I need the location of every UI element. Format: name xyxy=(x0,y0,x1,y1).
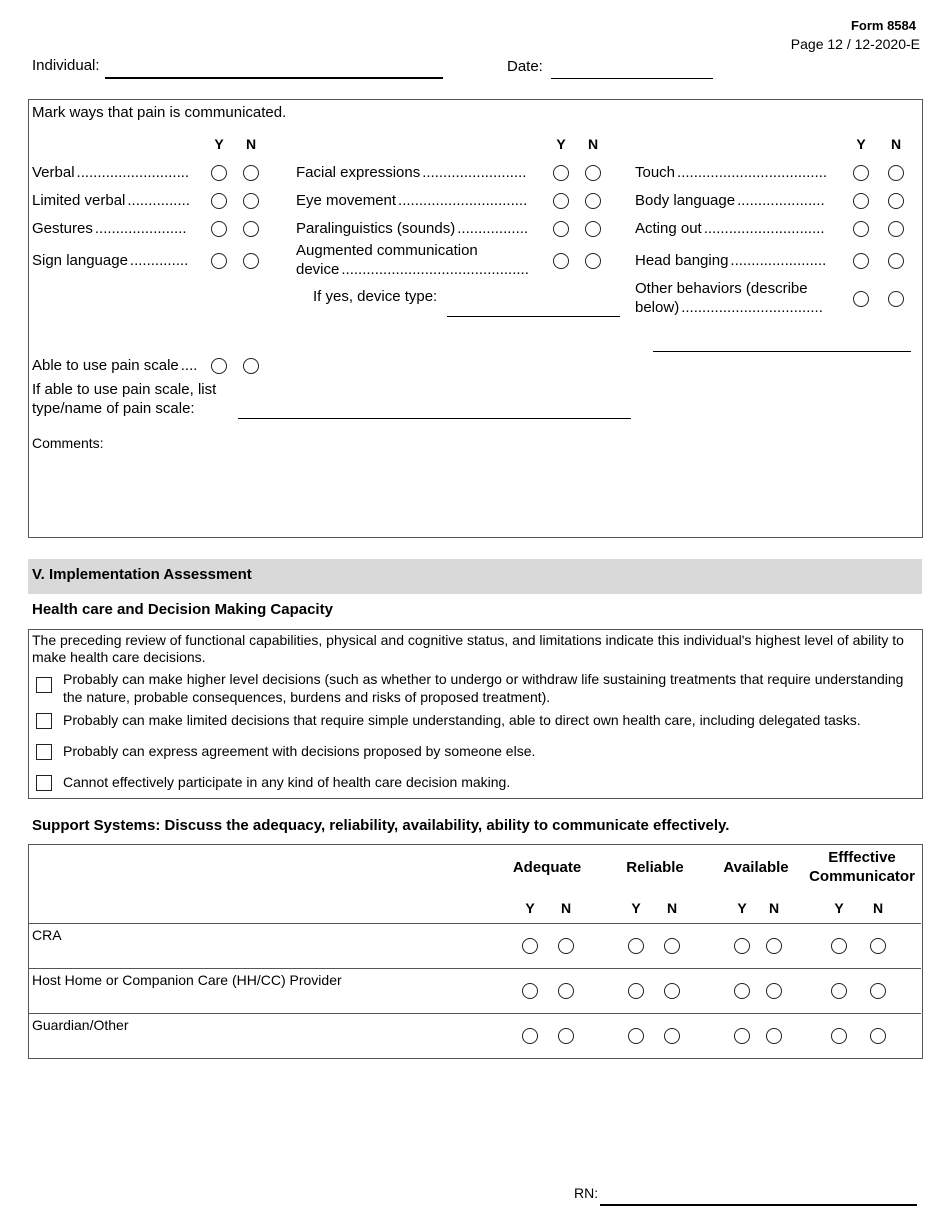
date-field[interactable] xyxy=(551,78,713,79)
pain-no-radio[interactable] xyxy=(585,193,601,209)
pain-yes-radio[interactable] xyxy=(211,253,227,269)
pain-item-row xyxy=(32,164,192,182)
pain-yes-radio[interactable] xyxy=(211,165,227,181)
pain-yes-radio[interactable] xyxy=(553,193,569,209)
support-yes-radio[interactable] xyxy=(831,1028,847,1044)
pain-item-row xyxy=(32,252,192,270)
decision-option-checkbox[interactable] xyxy=(36,775,52,791)
table-column-header-2: Communicator xyxy=(809,868,915,885)
dot-leader: .................................. xyxy=(681,299,823,316)
pain-scale-yes-radio[interactable] xyxy=(211,358,227,374)
dot-leader: ............................. xyxy=(703,220,825,237)
pain-item-row xyxy=(296,220,532,238)
support-no-radio[interactable] xyxy=(870,938,886,954)
pain-item-row xyxy=(635,252,830,270)
yes-column-header: Y xyxy=(737,900,747,916)
other-behaviors-no-radio[interactable] xyxy=(888,291,904,307)
pain-item-label: Head banging xyxy=(635,252,729,269)
table-row-divider xyxy=(28,968,921,969)
pain-item-row xyxy=(296,261,532,279)
decision-option-label: Probably can make higher level decisions (such as whether to undergo or withdraw life sustaining treatments that require understanding xyxy=(63,671,904,687)
other-behaviors-label-2: below) xyxy=(635,299,680,316)
table-row-divider xyxy=(28,1013,921,1014)
support-no-radio[interactable] xyxy=(558,983,574,999)
pain-yes-radio[interactable] xyxy=(853,221,869,237)
pain-item-row xyxy=(635,164,830,182)
support-no-radio[interactable] xyxy=(664,983,680,999)
device-type-field[interactable] xyxy=(447,316,620,317)
support-no-radio[interactable] xyxy=(766,1028,782,1044)
pain-item-label: Sign language xyxy=(32,252,128,269)
support-no-radio[interactable] xyxy=(870,983,886,999)
pain-item-row xyxy=(635,192,830,210)
pain-yes-radio[interactable] xyxy=(853,193,869,209)
no-column-header: N xyxy=(890,136,902,152)
table-column-header: Adequate xyxy=(512,859,582,876)
pain-item-label: Facial expressions xyxy=(296,164,421,181)
yes-column-header: Y xyxy=(834,900,844,916)
dot-leader: .... xyxy=(180,357,198,374)
no-column-header: N xyxy=(560,900,572,916)
pain-item-label: Limited verbal xyxy=(32,192,126,209)
support-no-radio[interactable] xyxy=(664,1028,680,1044)
pain-no-radio[interactable] xyxy=(888,165,904,181)
pain-instruction: Mark ways that pain is communicated. xyxy=(32,104,287,121)
support-systems-heading: Support Systems: Discuss the adequacy, reliability, availability, ability to communicate effectively. xyxy=(32,817,730,834)
yes-column-header: Y xyxy=(525,900,535,916)
comments-label: Comments: xyxy=(32,435,104,451)
support-yes-radio[interactable] xyxy=(628,1028,644,1044)
pain-no-radio[interactable] xyxy=(243,165,259,181)
other-behaviors-label: Other behaviors (describe xyxy=(635,280,808,297)
rn-signature-field[interactable] xyxy=(600,1204,917,1206)
dot-leader: ............................................. xyxy=(341,261,529,278)
pain-scale-no-radio[interactable] xyxy=(243,358,259,374)
decision-option-checkbox[interactable] xyxy=(36,744,52,760)
decision-option-label: Probably can make limited decisions that require simple understanding, able to direct own health care, including delegated tasks. xyxy=(63,712,861,728)
pain-yes-radio[interactable] xyxy=(853,253,869,269)
dot-leader: ................. xyxy=(457,220,529,237)
yes-column-header: Y xyxy=(631,900,641,916)
pain-item-label: Paralinguistics (sounds) xyxy=(296,220,456,237)
other-behaviors-row xyxy=(635,299,828,317)
pain-scale-list-label: If able to use pain scale, list xyxy=(32,381,217,398)
support-yes-radio[interactable] xyxy=(734,983,750,999)
pain-no-radio[interactable] xyxy=(243,221,259,237)
section-title: V. Implementation Assessment xyxy=(32,566,252,583)
support-no-radio[interactable] xyxy=(664,938,680,954)
support-yes-radio[interactable] xyxy=(831,938,847,954)
pain-yes-radio[interactable] xyxy=(553,221,569,237)
table-column-header: Available xyxy=(723,859,789,876)
pain-item-label: Verbal xyxy=(32,164,75,181)
no-column-header: N xyxy=(587,136,599,152)
support-yes-radio[interactable] xyxy=(522,938,538,954)
table-row-label: Guardian/Other xyxy=(32,1017,129,1033)
decision-option-label-2: the nature, probable consequences, burdens and risks of proposed treatment). xyxy=(63,689,551,705)
support-yes-radio[interactable] xyxy=(628,938,644,954)
decision-option-checkbox[interactable] xyxy=(36,677,52,693)
no-column-header: N xyxy=(666,900,678,916)
form-number: Form 8584 xyxy=(850,18,916,33)
other-behaviors-yes-radio[interactable] xyxy=(853,291,869,307)
pain-item-row xyxy=(296,164,532,182)
support-systems-table xyxy=(28,844,923,1059)
pain-item-label: Eye movement xyxy=(296,192,397,209)
decision-option-checkbox[interactable] xyxy=(36,713,52,729)
pain-scale-row xyxy=(32,357,200,375)
support-yes-radio[interactable] xyxy=(734,1028,750,1044)
support-no-radio[interactable] xyxy=(558,938,574,954)
page-info: Page 12 / 12-2020-E xyxy=(790,36,920,52)
dot-leader: ........................... xyxy=(76,164,190,181)
dot-leader: ............................... xyxy=(398,192,528,209)
support-no-radio[interactable] xyxy=(558,1028,574,1044)
no-column-header: N xyxy=(872,900,884,916)
support-yes-radio[interactable] xyxy=(831,983,847,999)
yes-column-header: Y xyxy=(856,136,866,152)
dot-leader: ............... xyxy=(127,192,190,209)
pain-item-row xyxy=(635,220,830,238)
table-row-divider xyxy=(28,923,921,924)
table-row-label: Host Home or Companion Care (HH/CC) Provider xyxy=(32,972,342,988)
individual-field[interactable] xyxy=(105,77,443,79)
pain-no-radio[interactable] xyxy=(888,193,904,209)
pain-no-radio[interactable] xyxy=(585,221,601,237)
dot-leader: ....................... xyxy=(730,252,827,269)
decision-intro-2: make health care decisions. xyxy=(32,649,206,665)
individual-label: Individual: xyxy=(32,57,100,74)
pain-item-label: Touch xyxy=(635,164,676,181)
pain-no-radio[interactable] xyxy=(243,193,259,209)
table-column-header: Efffective xyxy=(828,849,896,866)
pain-scale-name-field[interactable] xyxy=(238,418,631,419)
dot-leader: .................................... xyxy=(677,164,828,181)
pain-yes-radio[interactable] xyxy=(853,165,869,181)
device-type-label: If yes, device type: xyxy=(313,288,438,305)
pain-no-radio[interactable] xyxy=(585,165,601,181)
pain-item-label: Augmented communication xyxy=(296,242,478,259)
support-yes-radio[interactable] xyxy=(522,1028,538,1044)
dot-leader: .............. xyxy=(129,252,189,269)
pain-item-row xyxy=(32,192,192,210)
table-column-header: Reliable xyxy=(626,859,684,876)
pain-item-label: Acting out xyxy=(635,220,702,237)
pain-item-label: Gestures xyxy=(32,220,93,237)
yes-column-header: Y xyxy=(214,136,224,152)
dot-leader: ...................... xyxy=(94,220,187,237)
support-yes-radio[interactable] xyxy=(628,983,644,999)
pain-no-radio[interactable] xyxy=(888,221,904,237)
support-yes-radio[interactable] xyxy=(522,983,538,999)
support-no-radio[interactable] xyxy=(766,983,782,999)
pain-yes-radio[interactable] xyxy=(211,221,227,237)
pain-yes-radio[interactable] xyxy=(553,165,569,181)
pain-no-radio[interactable] xyxy=(243,253,259,269)
dot-leader: ..................... xyxy=(737,192,825,209)
pain-scale-label: Able to use pain scale xyxy=(32,357,179,374)
pain-no-radio[interactable] xyxy=(585,253,601,269)
rn-label: RN: xyxy=(574,1185,599,1201)
support-yes-radio[interactable] xyxy=(734,938,750,954)
pain-item-label: Body language xyxy=(635,192,736,209)
table-row-label: CRA xyxy=(32,927,62,943)
date-label: Date: xyxy=(507,58,543,75)
pain-item-label: device xyxy=(296,261,340,278)
no-column-header: N xyxy=(245,136,257,152)
support-no-radio[interactable] xyxy=(870,1028,886,1044)
decision-capacity-heading: Health care and Decision Making Capacity xyxy=(32,601,333,618)
dot-leader: ......................... xyxy=(422,164,527,181)
pain-scale-list-label-2: type/name of pain scale: xyxy=(32,400,195,417)
pain-item-row xyxy=(296,192,532,210)
other-behaviors-field[interactable] xyxy=(653,351,911,352)
decision-intro: The preceding review of functional capabilities, physical and cognitive status, and limitations indicate this individual's highest level of ability to xyxy=(32,632,904,648)
yes-column-header: Y xyxy=(556,136,566,152)
pain-item-row xyxy=(32,220,192,238)
pain-yes-radio[interactable] xyxy=(211,193,227,209)
pain-yes-radio[interactable] xyxy=(553,253,569,269)
decision-option-label: Cannot effectively participate in any kind of health care decision making. xyxy=(63,774,511,790)
decision-option-label: Probably can express agreement with decisions proposed by someone else. xyxy=(63,743,536,759)
no-column-header: N xyxy=(768,900,780,916)
pain-no-radio[interactable] xyxy=(888,253,904,269)
support-no-radio[interactable] xyxy=(766,938,782,954)
